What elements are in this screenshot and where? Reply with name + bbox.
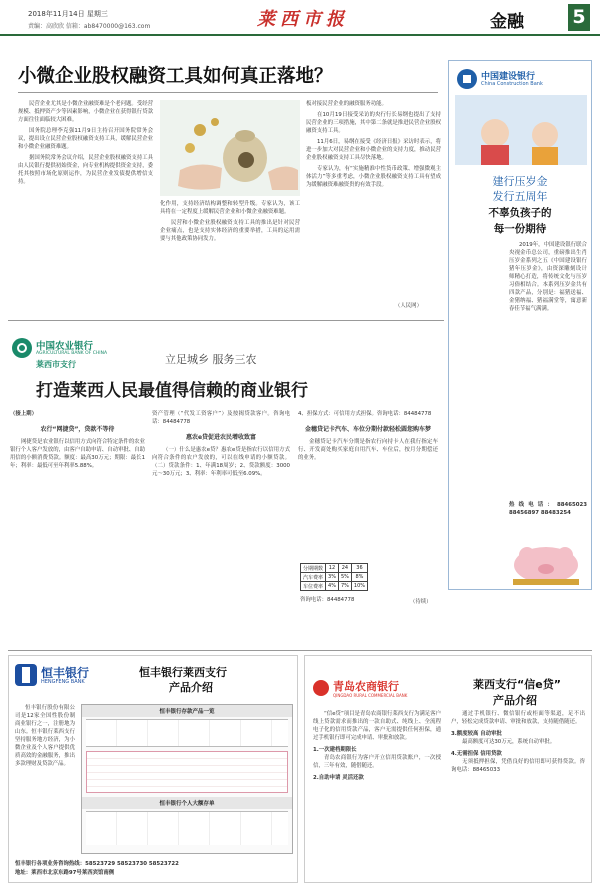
article-col-1 [18, 100, 153, 312]
ccb-hotline: 热线电话：88465023 88456897 88483254 [509, 502, 587, 516]
abc-slogan: 立足城乡 服务三农 [165, 353, 257, 366]
abc-logo-icon [12, 338, 32, 358]
hengfeng-footer-2: 地址：莱西市北京东路97号莱西宾馆南侧 [15, 870, 115, 876]
hengfeng-tables [81, 704, 293, 854]
qingdao-subhead: 4.无需担保 信用贷款 [451, 751, 502, 757]
qingdao-paragraph: 无须抵押担保，凭借良好的信用即可获得贷款。咨询电话：88465033 [451, 759, 585, 773]
table-cell: 10% [351, 582, 367, 591]
abc-tel: 咨询电话：84484778 [300, 597, 355, 603]
table-row [301, 573, 368, 582]
article-paragraph: 11月6日，易纲在接受《经济日报》采访时表示，将进一步加大对民营企业和小微企业的支持力度，推动民营企业股权融资支持工具尽快落地。 [306, 139, 441, 161]
table-header: 分期期数 [301, 564, 326, 573]
editor-line: 责编：高欣欣 信箱：ab8470000@163.com [28, 23, 151, 30]
article-paragraph: 民营企业尤其是小微企业融资难是个老问题。受经营规模、抵押资产少等因素影响，小微企业在获得银行贷款方面往往面临较大困难。 [18, 101, 153, 123]
ccb-ad [448, 60, 592, 590]
abc-paragraph: 金穗贷记卡汽车分期是指农行向持卡人在我行指定车行、开发商处购买家庭自用汽车、车位后，按月分期偿还的业务。 [298, 439, 438, 461]
page-number: 5 [568, 4, 590, 31]
kids-photo [455, 95, 587, 165]
table-caption: 恒丰银行个人大额存单 [82, 797, 292, 809]
abc-continued-note: （待续） [410, 599, 432, 605]
abc-subhead: 惠农e贷促进农民增收致富 [185, 434, 257, 441]
qingdao-subhead: 2.自助申请 灵活还款 [313, 775, 364, 781]
article-paragraph: 国务院总理李克强11月9日主持召开国务院常务会议，提出设立民营企业股权融资支持工具，缓解民营企业和小微企业融资难题。 [18, 128, 153, 150]
ccb-slogan-2: 发行五周年 [492, 190, 548, 203]
abc-paragraph: （一）什么是惠农e贷？惠农e贷是指农行以信用方式向符合条件的农户发放的，可以在线申请的小额贷款。（二）贷款条件：1、年满18周岁；2、贷款额度：3000元～30万元；3、利率：年利率可低至6.09%。 [152, 447, 290, 477]
article-col-3 [306, 100, 441, 300]
issue-date: 2018年11月14日 星期三 [28, 10, 108, 18]
hengfeng-logo-icon [15, 664, 37, 686]
ccb-body: 2019年，中国建设银行联合央视金币总公司，重磅推出生肖压岁金系列之五《中国建设银行猪年压岁金》，由资深雕刻设计师精心打造，将传统文化与压岁习俗相结合。本系列压岁金共有四款产品，分别是：福猪送福、金猪纳福、猪福满堂等，寓意新春佳节福气满满。 [509, 242, 587, 312]
qingdao-paragraph: 通过手机银行、微信银行或柜面等渠道，足不出户，轻松完成贷款申请、审批和放款，支持随借随还。 [451, 711, 585, 725]
qingdao-title-1: 莱西支行“信e贷” [473, 678, 561, 691]
qingdao-subhead: 3.额度较高 自动审批 [451, 731, 502, 737]
section-title: 金融 [490, 12, 524, 32]
table-header: 24 [338, 564, 351, 573]
table-cell: 5% [338, 573, 351, 582]
hengfeng-title-1: 恒丰银行莱西支行 [139, 666, 227, 679]
table-cell: 8% [351, 573, 367, 582]
coin-hands-photo [160, 100, 300, 196]
article-paragraph: 在10月19日接受采访的央行行长易纲也提出了支持民营企业的三项措施，其中第二条就是推进民营企业股权融资支持工具。 [306, 112, 441, 134]
abc-paragraph: 网捷贷是农业银行以信用方式向符合特定条件的农业银行个人客户发放的，由客户自助申请、自动审批、自助用信的小额消费贷款。额度：最高30万元；期限：最长1年；利率：最低可至年利率5.88%。 [10, 439, 145, 469]
abc-title: 打造莱西人民最值得信赖的商业银行 [36, 381, 308, 401]
article-source: （人民网） [395, 303, 422, 309]
qingdao-logo-icon [313, 680, 329, 696]
article-paragraph: 板对接民营企业的融资服务功能。 [306, 101, 387, 107]
article-col-2 [160, 200, 300, 312]
qingdao-subhead: 1.一次建档期限长 [313, 747, 357, 753]
table-cell: 汽车费率 [301, 573, 326, 582]
qingdao-rural-ad [304, 655, 592, 883]
hengfeng-name: 恒丰银行 [41, 666, 90, 680]
article-title: 小微企业股权融资工具如何真正落地？ [18, 66, 333, 87]
qingdao-paragraph: “信e贷”项目是青岛农商银行莱西支行为满足客户线上贷款需求而推出的一款自助式、纯线上、全流程电子化的信用贷款产品，客户无需提供任何担保，通过手机银行即可完成申请、审批和放款。 [313, 711, 441, 741]
table-cell: 4% [326, 582, 339, 591]
qingdao-name-en: QINGDAO RURAL COMMERCIAL BANK [333, 693, 408, 698]
hengfeng-name-en: HENGFENG BANK [41, 679, 85, 685]
qingdao-title-2: 产品介绍 [493, 694, 537, 707]
table-row [301, 582, 368, 591]
abc-name: 中国农业银行 [36, 341, 94, 352]
ccb-slogan-4: 每一份期待 [493, 223, 547, 235]
abc-col-3 [298, 410, 438, 560]
hengfeng-body: 恒丰银行股份有限公司是12家全国性股份制商业银行之一，注册地为山东。恒丰银行莱西支行坚持服务地方经济，为小微企业及个人客户提供优质高效的金融服务，推出多款理财及贷款产品。 [15, 705, 75, 767]
table-cell: 3% [326, 573, 339, 582]
abc-col-2 [152, 410, 290, 640]
ccb-logo-icon [457, 69, 477, 89]
article-paragraph: 民营和小微企业股权融资支持工具的推出是针对民营企业痛点，也是支持实体经济的重要举措，工具的运用需要与其他政策协同发力。 [160, 220, 300, 242]
qingdao-col-2 [451, 710, 585, 880]
abc-subhead: 金穗贷记卡汽车、车位分期付款轻松圆您购车梦 [304, 426, 431, 433]
page-header [0, 0, 600, 36]
abc-name-en: AGRICULTURAL BANK OF CHINA [36, 351, 108, 356]
ccb-slogan-3: 不辜负孩子的 [488, 207, 552, 219]
qingdao-paragraph: 最高额度可达30万元，系统自动审批。 [462, 739, 556, 745]
article-paragraph: 化作用，支持经济结构调整和转型升级。专家认为，该工具将在一定程度上缓解民营企业和小微企业融资难题。 [160, 201, 300, 215]
hengfeng-footer-1: 恒丰银行各项业务咨询热线：58523729 58523730 58523722 [15, 861, 179, 867]
abc-paragraph: 4、担保方式：可信用方式担保。咨询电话：84484778 [298, 411, 432, 417]
table-cell: 7% [338, 582, 351, 591]
masthead: 莱西市报 [257, 9, 349, 30]
qingdao-paragraph: 青岛农商银行为客户开立信用贷款账户，一次授信，三年有效，随借随还。 [313, 755, 441, 769]
table-cell: 车位费率 [301, 582, 326, 591]
abc-subhead: 农行“网捷贷”，贷款不等待 [40, 426, 115, 433]
table-header: 12 [326, 564, 339, 573]
abc-col-1 [10, 410, 145, 640]
article-paragraph: 专家认为，有“实施精准中性货币政策、增强微观主体活力”等多重考虑，小微企业股权融资支持工具有望成为缓解融资难融资贵的有效手段。 [306, 166, 441, 188]
hengfeng-ad [8, 655, 298, 883]
table-caption: 恒丰银行存款产品一览 [82, 705, 292, 717]
qingdao-name: 青岛农商银行 [333, 680, 399, 693]
table-header: 36 [351, 564, 367, 573]
qingdao-col-1 [313, 710, 441, 880]
hengfeng-title-2: 产品介绍 [169, 681, 213, 694]
ccb-slogan-1: 建行压岁金 [492, 175, 548, 188]
abc-branch: 莱西市支行 [36, 360, 76, 369]
article-paragraph: 据国务院常务会议介绍，民营企业股权融资支持工具由人民银行提供初始资金，向专业机构提供资金支持，委托其按照市场化原则运作，为民营企业发债提供增信支持。 [18, 155, 153, 185]
abc-paragraph: 资产管理（“代发工资客户”）及按揭贷款客户。咨询电话：84484778 [152, 411, 290, 425]
ccb-name: 中国建设银行 [481, 72, 536, 82]
piggy-photo [503, 531, 589, 587]
abc-continued: （接上期） [10, 411, 37, 417]
ccb-name-en: China Construction Bank [481, 81, 543, 87]
installment-table [300, 563, 368, 591]
